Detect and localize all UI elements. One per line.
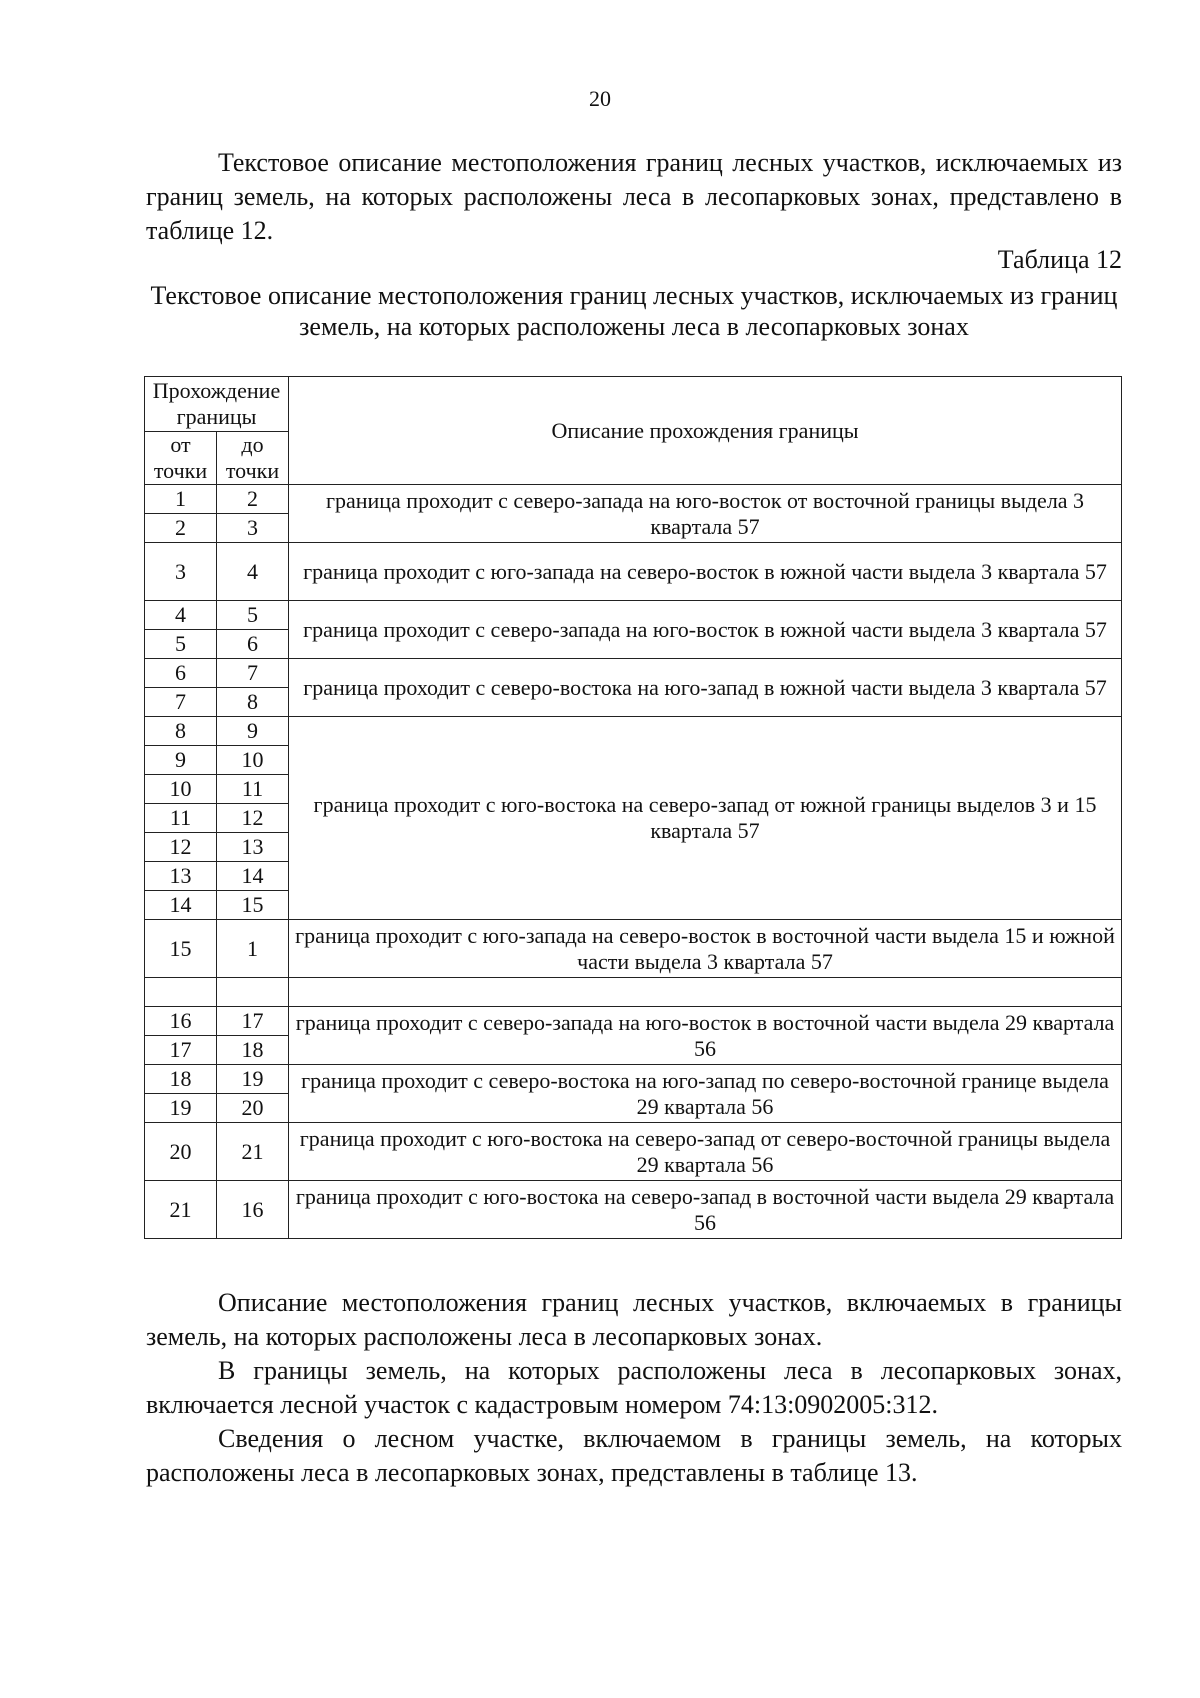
cell-to: 16: [217, 1181, 289, 1239]
table-label: Таблица 12: [997, 245, 1122, 274]
header-from: от точки: [145, 432, 217, 485]
inclusion-parcel-paragraph: В границы земель, на которых расположены леса в лесопарковых зонах, включается лесной участок с кадастровым номером 74:13:0902005:312.: [146, 1356, 1122, 1419]
cell-from: 2: [145, 514, 217, 543]
cell-from: 21: [145, 1181, 217, 1239]
cell-from: 10: [145, 775, 217, 804]
header-passage: Прохождение границы: [145, 377, 289, 432]
cell-to: 1: [217, 920, 289, 978]
header-description: Описание прохождения границы: [289, 377, 1122, 485]
cell-from: 5: [145, 630, 217, 659]
cell-from: 17: [145, 1036, 217, 1065]
cell-to: 15: [217, 891, 289, 920]
cell-description: граница проходит с юго-запада на северо-восток в южной части выдела 3 квартала 57: [289, 543, 1122, 601]
cell-from: 20: [145, 1123, 217, 1181]
cell-description: граница проходит с юго-востока на северо-запад от северо-восточной границы выдела 29 квартала 56: [289, 1123, 1122, 1181]
cell-from: 4: [145, 601, 217, 630]
intro-paragraph: Текстовое описание местоположения границ лесных участков, исключаемых из границ земель, на которых расположены леса в лесопарковых зонах, представлено в таблице 12.: [146, 148, 1122, 245]
cell-description: граница проходит с северо-востока на юго-запад по северо-восточной границе выдела 29 квартала 56: [289, 1065, 1122, 1123]
cell-to: 13: [217, 833, 289, 862]
cell-from: 8: [145, 717, 217, 746]
cell-from: 11: [145, 804, 217, 833]
cell-to: 4: [217, 543, 289, 601]
cell-to: 21: [217, 1123, 289, 1181]
cell-from: 3: [145, 543, 217, 601]
page-number: 20: [589, 86, 611, 111]
cell-to: 19: [217, 1065, 289, 1094]
inclusion-table-reference-paragraph: Сведения о лесном участке, включаемом в границы земель, на которых расположены леса в лесопарковых зонах, представлены в таблице 13.: [146, 1424, 1122, 1487]
cell-from: 7: [145, 688, 217, 717]
cell-to: 3: [217, 514, 289, 543]
cell-from: 13: [145, 862, 217, 891]
cell-description: граница проходит с северо-запада на юго-восток от восточной границы выдела 3 квартала 57: [289, 485, 1122, 543]
cell-from: 14: [145, 891, 217, 920]
cell-to: 2: [217, 485, 289, 514]
cell-description: граница проходит с северо-запада на юго-восток в восточной части выдела 29 квартала 56: [289, 1007, 1122, 1065]
cell-to: 20: [217, 1094, 289, 1123]
cell-from: 15: [145, 920, 217, 978]
cell-to: 17: [217, 1007, 289, 1036]
cell-to: 11: [217, 775, 289, 804]
cell-description: граница проходит с северо-востока на юго-запад в южной части выдела 3 квартала 57: [289, 659, 1122, 717]
cell-from: 18: [145, 1065, 217, 1094]
cell-description: [289, 978, 1122, 1007]
header-to: до точки: [217, 432, 289, 485]
inclusion-heading-paragraph: Описание местоположения границ лесных участков, включаемых в границы земель, на которых расположены леса в лесопарковых зонах.: [146, 1288, 1122, 1351]
cell-to: 12: [217, 804, 289, 833]
cell-from: [145, 978, 217, 1007]
cell-to: 18: [217, 1036, 289, 1065]
cell-from: 1: [145, 485, 217, 514]
table-caption: Текстовое описание местоположения границ лесных участков, исключаемых из границ земель, на которых расположены леса в лесопарковых зонах: [150, 281, 1118, 341]
cell-description: граница проходит с юго-востока на северо-запад в восточной части выдела 29 квартала 56: [289, 1181, 1122, 1239]
boundary-table: [144, 376, 1122, 1239]
cell-to: 7: [217, 659, 289, 688]
cell-to: 5: [217, 601, 289, 630]
cell-description: граница проходит с юго-запада на северо-восток в восточной части выдела 15 и южной части выдела 3 квартала 57: [289, 920, 1122, 978]
cell-to: 10: [217, 746, 289, 775]
cell-from: 16: [145, 1007, 217, 1036]
cell-to: 8: [217, 688, 289, 717]
cell-from: 12: [145, 833, 217, 862]
cell-from: 19: [145, 1094, 217, 1123]
cell-from: 6: [145, 659, 217, 688]
cell-to: 14: [217, 862, 289, 891]
cell-to: 6: [217, 630, 289, 659]
cell-from: 9: [145, 746, 217, 775]
cell-to: [217, 978, 289, 1007]
cell-to: 9: [217, 717, 289, 746]
cell-description: граница проходит с юго-востока на северо-запад от южной границы выделов 3 и 15 квартала 57: [289, 717, 1122, 920]
cell-description: граница проходит с северо-запада на юго-восток в южной части выдела 3 квартала 57: [289, 601, 1122, 659]
